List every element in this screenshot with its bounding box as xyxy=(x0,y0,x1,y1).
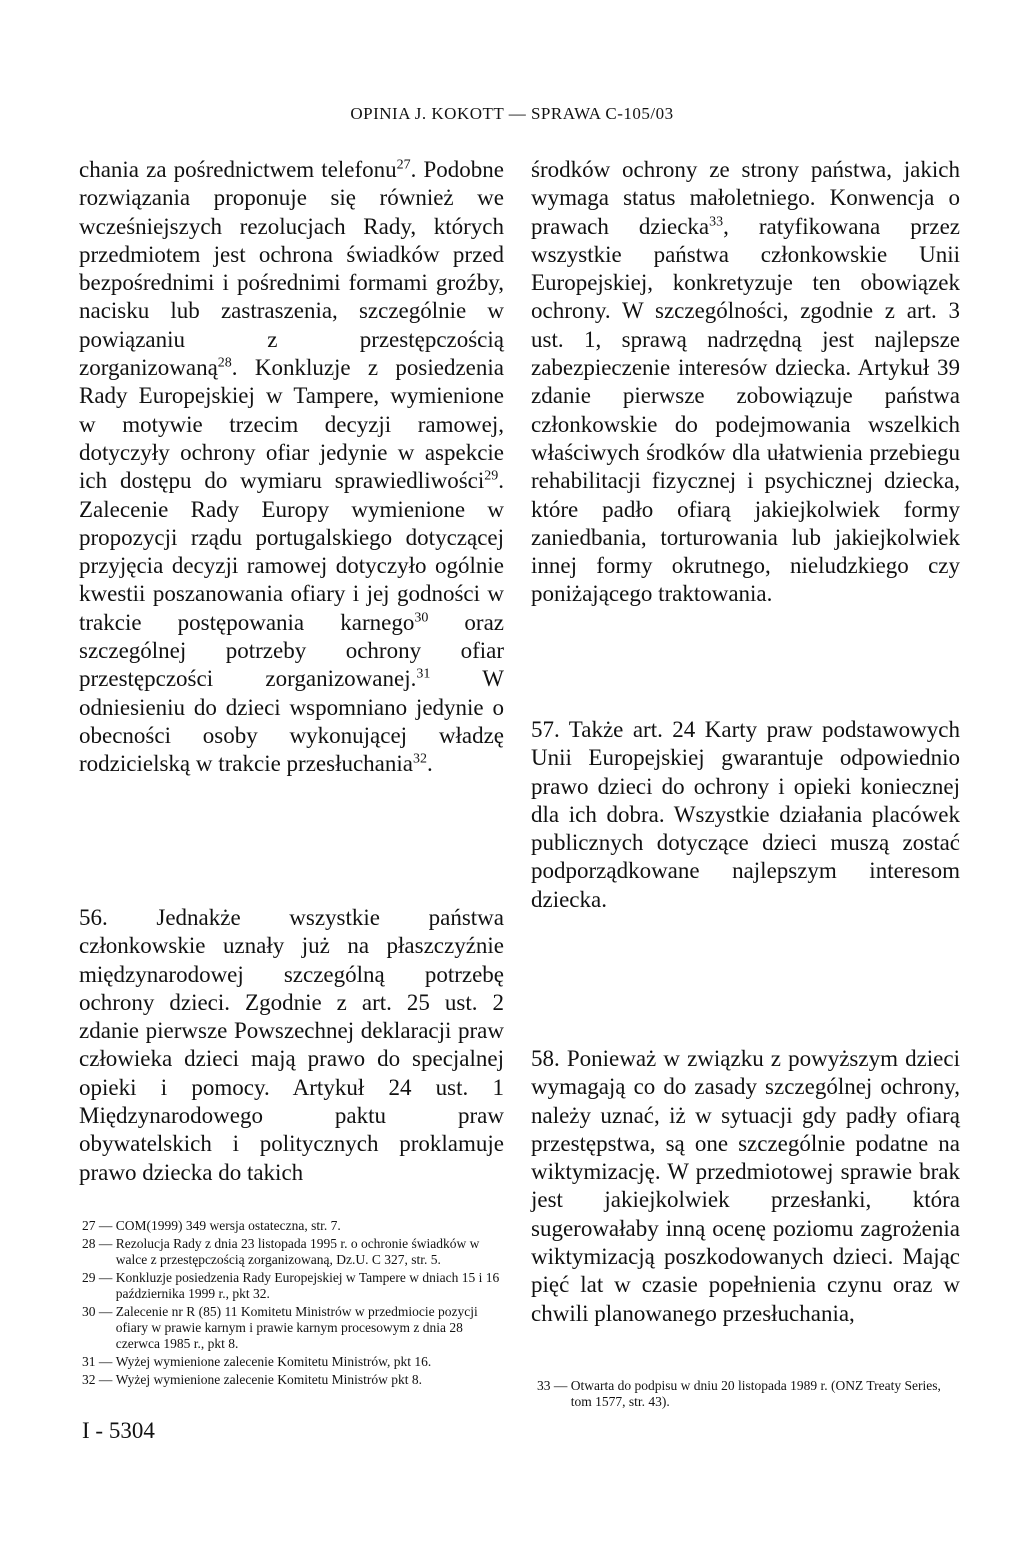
paragraph-continued: chania za pośrednictwem telefonu$^{27}$. Podobne rozwiązania proponuje się również we wcześniejszych rezolucjach Rady, których przedmiotem jest ochrona świadków przed bezpośrednimi i pośrednimi formami groźby, nacisku lub zastraszenia, szczególnie w powiązaniu z przestępczością zorganizowaną$^{28}$. Konkluzje z posiedzenia Rady Europejskiej w Tampere, wymienione w motywie trzecim decyzji ramowej, dotyczyły ochrony ofiar jedynie w aspekcie ich dostępu do wymiaru sprawiedliwości$^{29}$. Zalecenie Rady Europy wymienione w propozycji rządu portugalskiego dotyczącej przyjęcia decyzji ramowej dotyczyło ogólnie kwestii poszanowania ofiary i jej godności w trakcie postępowania karnego$^{30}$ oraz szczególnej potrzeby ochrony ofiar przestępczości zorganizowanej.$^{31}$ W odniesieniu do dzieci wspomniano jedynie o obecności osoby wykonującej władzę rodzicielską w trakcie przesłuchania$^{32}$. xyxy=(79,157,505,777)
left-column-bottom xyxy=(79,904,504,1187)
footnote: 33 — Otwarta do podpisu w dniu 20 listopada 1989 r. (ONZ Treaty Series, tom 1577, str. 43). xyxy=(537,1378,941,1409)
footnote-ref-28[interactable]: 28 xyxy=(217,355,232,371)
footnote: 31 — Wyżej wymienione zalecenie Komitetu Ministrów, pkt 16. xyxy=(82,1354,432,1369)
paragraph-56: 56. Jednakże wszystkie państwa członkowskie uznały już na płaszczyźnie międzynarodowej szczególną potrzebę ochrony dzieci. Zgodnie z art. 25 ust. 2 zdanie pierwsze Powszechnej deklaracji praw człowieka dzieci mają prawo do specjalnej opieki i pomocy. Artykuł 24 ust. 1 Międzynarodowego paktu praw obywatelskich i politycznych proklamuje prawo dziecka do takich xyxy=(79,905,504,1185)
footnote-ref-29[interactable]: 29 xyxy=(484,468,499,484)
footnote-ref-30[interactable]: 30 xyxy=(414,610,429,626)
footnote-ref-32[interactable]: 32 xyxy=(412,751,427,767)
running-header: OPINIA J. KOKOTT — SPRAWA C-105/03 xyxy=(350,104,674,123)
footnote-ref-31[interactable]: 31 xyxy=(416,666,431,682)
right-column-middle xyxy=(531,716,960,914)
right-column-bottom xyxy=(531,1045,960,1328)
right-column-top xyxy=(531,156,960,609)
footnote: 32 — Wyżej wymienione zalecenie Komitetu Ministrów pkt 8. xyxy=(82,1372,422,1387)
paragraph-58: 58. Ponieważ w związku z powyższym dzieci wymagają co do zasady szczególnej ochrony, należy uznać, iż w sytuacji gdy padły ofiarą przestępstwa, są one szczególnie podatne na wiktymizację. W przedmiotowej sprawie brak jest jakiejkolwiek przesłanki, która sugerowałaby inną ocenę poziomu zagrożenia wiktymizacją poszkodowanych dzieci. Mając pięć lat w czasie popełnienia czynu oraz w chwili planowanego przesłuchania, xyxy=(531,1046,960,1326)
footnotes-right xyxy=(537,1378,962,1412)
footnote: 29 — Konkluzje posiedzenia Rady Europejskiej w Tampere w dniach 15 i 16 października 1999 r., pkt 32. xyxy=(82,1270,500,1301)
footnote: 27 — COM(1999) 349 wersja ostateczna, str. 7. xyxy=(82,1218,341,1233)
footnotes-left xyxy=(82,1218,507,1390)
paragraph-continued-right: środków ochrony ze strony państwa, jakich wymaga status małoletniego. Konwencja o prawach dziecka$^{33}$, ratyfikowana przez wszystkie państwa członkowskie Unii Europejskiej, konkretyzuje ten obowiązek ochrony. W szczególności, zgodnie z art. 3 ust. 1, sprawą nadrzędną jest najlepsze zabezpieczenie interesów dziecka. Artykuł 39 zdanie pierwsze zobowiązuje państwa członkowskie do podejmowania wszelkich właściwych środków dla ułatwienia przebiegu rehabilitacji fizycznej i psychicznej dziecka, które padło ofiarą jakiejkolwiek formy zaniedbania, torturowania lub jakiejkolwiek innej formy okrutnego, nieludzkiego czy poniżającego traktowania. xyxy=(531,157,960,607)
paragraph-57: 57. Także art. 24 Karty praw podstawowych Unii Europejskiej gwarantuje odpowiednio prawo dzieci do ochrony i opieki koniecznej dla ich dobra. Wszystkie działania placówek publicznych dotyczące dzieci muszą zostać podporządkowane najlepszym interesom dziecka. xyxy=(531,717,960,912)
footnote: 28 — Rezolucja Rady z dnia 23 listopada 1995 r. o ochronie świadków w walce z przestępczością zorganizowaną, Dz.U. C 327, str. 5. xyxy=(82,1236,480,1267)
left-column-top xyxy=(79,156,504,779)
page-number: I - 5304 xyxy=(82,1418,155,1443)
footnote-ref-27[interactable]: 27 xyxy=(396,157,411,173)
footnote-ref-33[interactable]: 33 xyxy=(709,213,724,229)
footnote: 30 — Zalecenie nr R (85) 11 Komitetu Ministrów w przedmiocie pozycji ofiary w prawie karnym i prawie karnym procesowym z dnia 28 czerwca 1985 r., pkt 8. xyxy=(82,1304,478,1351)
